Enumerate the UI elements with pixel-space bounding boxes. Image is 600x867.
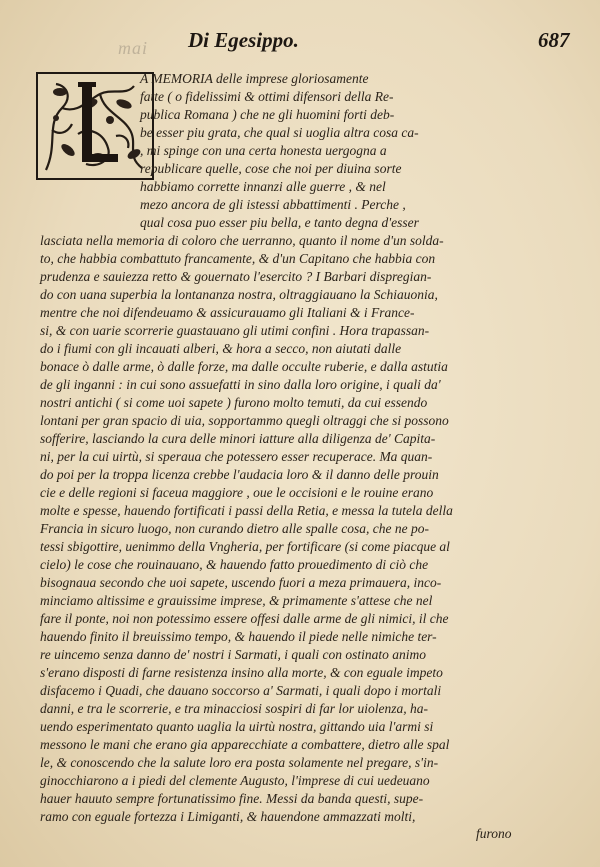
- text-line: Francia in sicuro luogo, non curando dietro alle spalle cosa, che ne po-: [40, 521, 429, 536]
- text-line: disfacemo i Quadi, che dauano soccorso a' Sarmati, i quali dopo i mortali: [40, 683, 442, 698]
- text-line: ni, per la cui uirtù, si speraua che potessero esser recuperace. Ma quan-: [40, 449, 433, 464]
- text-line: re uincemo senza danno de' nostri i Sarmati, i quali con ostinato animo: [40, 647, 426, 662]
- text-line: sofferire, lasciando la cura delle minori iatture alla diligenza de' Capita-: [40, 431, 436, 446]
- text-line: prudenza e sauiezza retto & gouernato l'esercito ? I Barbari dispregian-: [40, 269, 432, 284]
- text-line: , mi spinge con una certa honesta uergogna a: [140, 143, 387, 158]
- text-line: messono le mani che erano gia apparecchiate a combattere, dietro alle spal: [40, 737, 450, 752]
- text-line: do con uana superbia la lontananza nostra, oltraggiauano la Schiauonia,: [40, 287, 438, 302]
- text-line: s'erano disposti di farne resistenza insino alla morte, & con eguale impeto: [40, 665, 443, 680]
- text-line: do i fiumi con gli incauati alberi, & hora a secco, non aiutati dalle: [40, 341, 402, 356]
- text-line: cielo) le cose che rouinauano, & hauendo fatto prouedimento di ciò che: [40, 557, 429, 572]
- text-line: molte e spesse, hauendo fortificati i passi della Retia, e messa la tutela della: [40, 503, 453, 518]
- text-line: A MEMORIA delle imprese gloriosamente: [140, 71, 369, 86]
- bleed-through-text: mai: [118, 38, 148, 58]
- text-line: bonace ò dalle arme, ò dalle forze, ma dalle occulte ruberie, e dalla astutia: [40, 359, 448, 374]
- text-line: be esser piu grata, che qual si uoglia altra cosa ca-: [140, 125, 419, 140]
- page-number: 687: [538, 28, 570, 52]
- text-line: si, & con uarie scorrerie guastauano gli utimi confini . Hora trapassan-: [40, 323, 430, 338]
- running-title: Di Egesippo.: [188, 28, 299, 52]
- text-line: ginocchiarono a i piedi del clemente Augusto, l'imprese di cui uedeuano: [40, 773, 430, 788]
- text-line: ramo con eguale fortezza i Limiganti, & hauendone ammazzati molti,: [40, 809, 416, 824]
- text-line: hauendo finito il breuissimo tempo, & hauendo il piede nelle nimiche ter-: [40, 629, 437, 644]
- text-line: tessi sbigottire, uenimmo della Vngheria, per fortificare (si come piacque al: [40, 539, 450, 554]
- text-line: qual cosa puo esser piu bella, e tanto degna d'esser: [140, 215, 419, 230]
- text-line: republicare quelle, cose che noi per diuina sorte: [140, 161, 402, 176]
- text-line: bisognaua secondo che uoi sapete, uscendo fuori a meza primauera, inco-: [40, 575, 442, 590]
- text-line: mezo ancora de gli istessi abbattimenti . Perche ,: [140, 197, 406, 212]
- text-line: minciamo altissime e grauissime imprese, & primamente s'attese che nel: [40, 593, 433, 608]
- text-line: danni, e tra le scorrerie, e tra minacciosi sospiri di far lor uiolenza, ha-: [40, 701, 428, 716]
- text-line: uendo esperimentato quanto uaglia la uirtù nostra, gittando uia l'armi si: [40, 719, 434, 734]
- text-line: do poi per la troppa licenza crebbe l'audacia loro & il danno delle prouin: [40, 467, 439, 482]
- text-line: cie e delle regioni si faceua maggiore , oue le occisioni e le rouine erano: [40, 485, 434, 500]
- text-line: to, che habbia combattuto francamente, & d'un Capitano che habbia con: [40, 251, 436, 266]
- text-line: nostri antichi ( si come uoi sapete ) furono molto temuti, da cui essendo: [40, 395, 428, 410]
- text-line: fatte ( o fidelissimi & ottimi difensori della Re-: [140, 89, 394, 104]
- text-line: mentre che noi difendeuamo & assicurauamo gli Italiani & i France-: [40, 305, 415, 320]
- text-line: hauer hauuto sempre fortunatissimo fine. Messi da banda questi, supe-: [40, 791, 424, 806]
- text-line: habbiamo corrette innanzi alle guerre , & nel: [140, 179, 386, 194]
- text-line: publica Romana ) che ne gli huomini forti deb-: [140, 107, 395, 122]
- text-line: le, & conoscendo che la salute loro era posta solamente nel pregare, s'in-: [40, 755, 439, 770]
- text-line: fare il ponte, noi non potessimo essere offesi dalle arme de gli nimici, il che: [40, 611, 449, 626]
- text-line: lontani per gran spacio di uia, sopportammo quegli oltraggi che si possono: [40, 413, 449, 428]
- catchword: furono: [476, 826, 512, 841]
- text-line: lasciata nella memoria di coloro che uerranno, quanto il nome d'un solda-: [40, 233, 444, 248]
- text-line: de gli inganni : in cui sono assuefatti in sino dalla loro origine, i quali da': [40, 377, 441, 392]
